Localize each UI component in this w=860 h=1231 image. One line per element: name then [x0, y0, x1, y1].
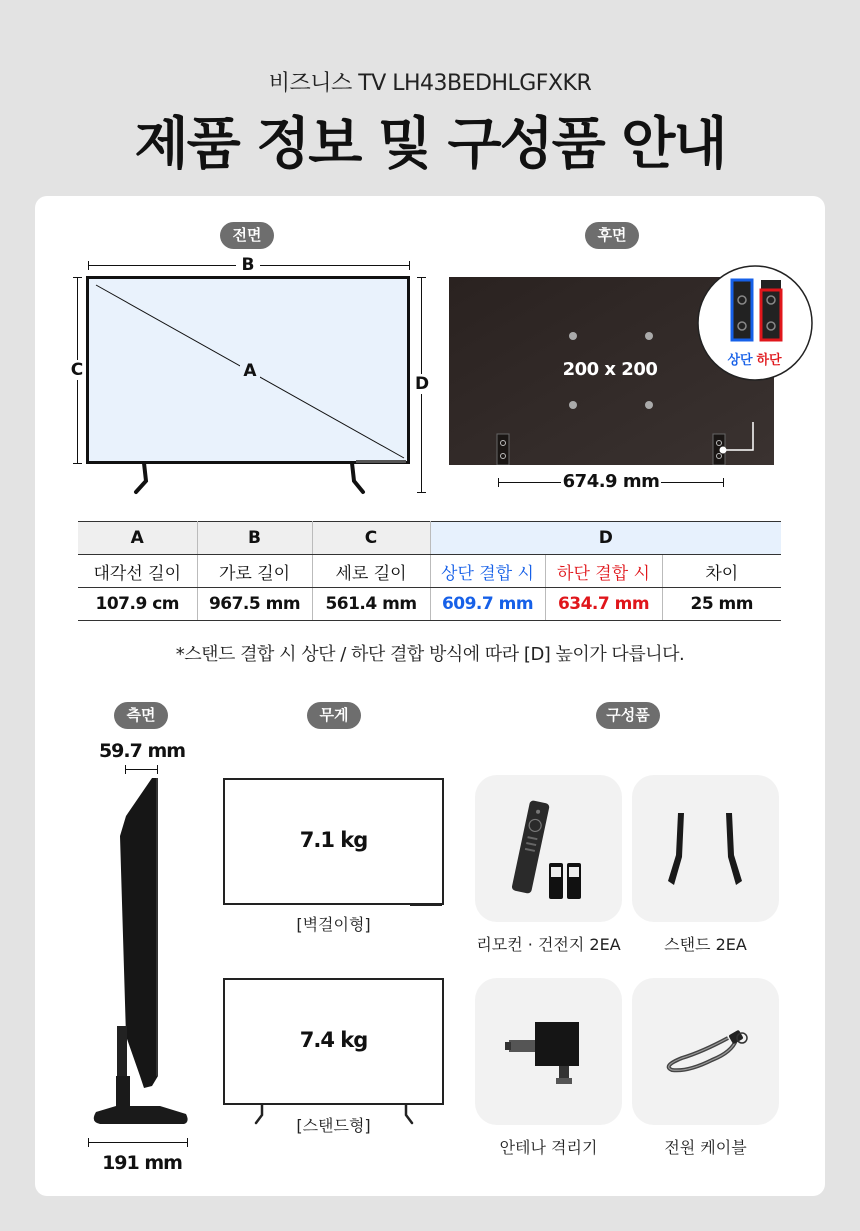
weight-wall-box	[223, 778, 444, 905]
name-height: 세로 길이	[312, 555, 430, 588]
remote-battery-icon	[475, 775, 622, 922]
value-diagonal: 107.9 cm	[78, 588, 197, 621]
header-a: A	[78, 522, 197, 555]
stand-note: *스탠드 결합 시 상단 / 하단 결합 방식에 따라 [D] 높이가 다릅니다.	[175, 644, 685, 665]
weight-stand-caption: [스탠드형]	[296, 1116, 371, 1135]
value-difference: 25 mm	[662, 588, 781, 621]
component-antenna-name: 안테나 격리기	[499, 1138, 598, 1157]
mount-top-label: 상단	[727, 353, 753, 368]
dim-a-label: A	[240, 361, 260, 381]
header-c: C	[312, 522, 430, 555]
weight-stand-value: 7.4 kg	[299, 1028, 368, 1052]
weight-label: 무게	[307, 702, 361, 729]
value-top-mount: 609.7 mm	[430, 588, 545, 621]
component-cable-name: 전원 케이블	[664, 1138, 747, 1157]
name-diagonal: 대각선 길이	[78, 555, 197, 588]
tv-front-illustration	[86, 276, 412, 496]
side-label: 측면	[114, 702, 168, 729]
name-top-mount: 상단 결합 시	[430, 555, 545, 588]
component-stand-name: 스탠드 2EA	[664, 935, 747, 954]
dim-b-label: B	[236, 255, 260, 275]
weight-wall-value: 7.1 kg	[299, 828, 368, 852]
component-remote-name: 리모컨 · 건전지 2EA	[476, 935, 621, 954]
dim-c-label: C	[68, 360, 86, 380]
weight-stand-box	[223, 978, 444, 1105]
value-width: 967.5 mm	[197, 588, 312, 621]
name-width: 가로 길이	[197, 555, 312, 588]
dim-d-label: D	[412, 374, 432, 394]
product-subtitle: 비즈니스 TV LH43BEDHLGFXKR	[268, 71, 592, 96]
component-stand-tile	[632, 775, 779, 922]
side-stand-label: 191 mm	[102, 1152, 182, 1174]
value-height: 561.4 mm	[312, 588, 430, 621]
weight-wall-caption: [벽걸이형]	[296, 915, 371, 934]
tv-side-illustration	[86, 776, 192, 1130]
spec-table	[78, 521, 781, 621]
side-stand-line	[88, 1142, 188, 1143]
name-difference: 차이	[662, 555, 781, 588]
component-remote-tile	[475, 775, 622, 922]
header-b: B	[197, 522, 312, 555]
vesa-label: 200 x 200	[562, 359, 658, 380]
power-cable-icon	[632, 978, 779, 1125]
mount-bottom-label: 하단	[756, 353, 782, 368]
antenna-isolator-icon	[475, 978, 622, 1125]
back-label: 후면	[585, 222, 639, 249]
page-title: 제품 정보 및 구성품 안내	[134, 112, 726, 177]
component-cable-tile	[632, 978, 779, 1125]
back-width-label: 674.9 mm	[562, 471, 660, 492]
front-label: 전면	[220, 222, 274, 249]
name-bottom-mount: 하단 결합 시	[545, 555, 662, 588]
components-label: 구성품	[596, 702, 660, 729]
value-bottom-mount: 634.7 mm	[545, 588, 662, 621]
component-antenna-tile	[475, 978, 622, 1125]
stand-legs-icon	[632, 775, 779, 922]
header-d: D	[430, 522, 781, 555]
side-depth-label: 59.7 mm	[98, 740, 186, 762]
